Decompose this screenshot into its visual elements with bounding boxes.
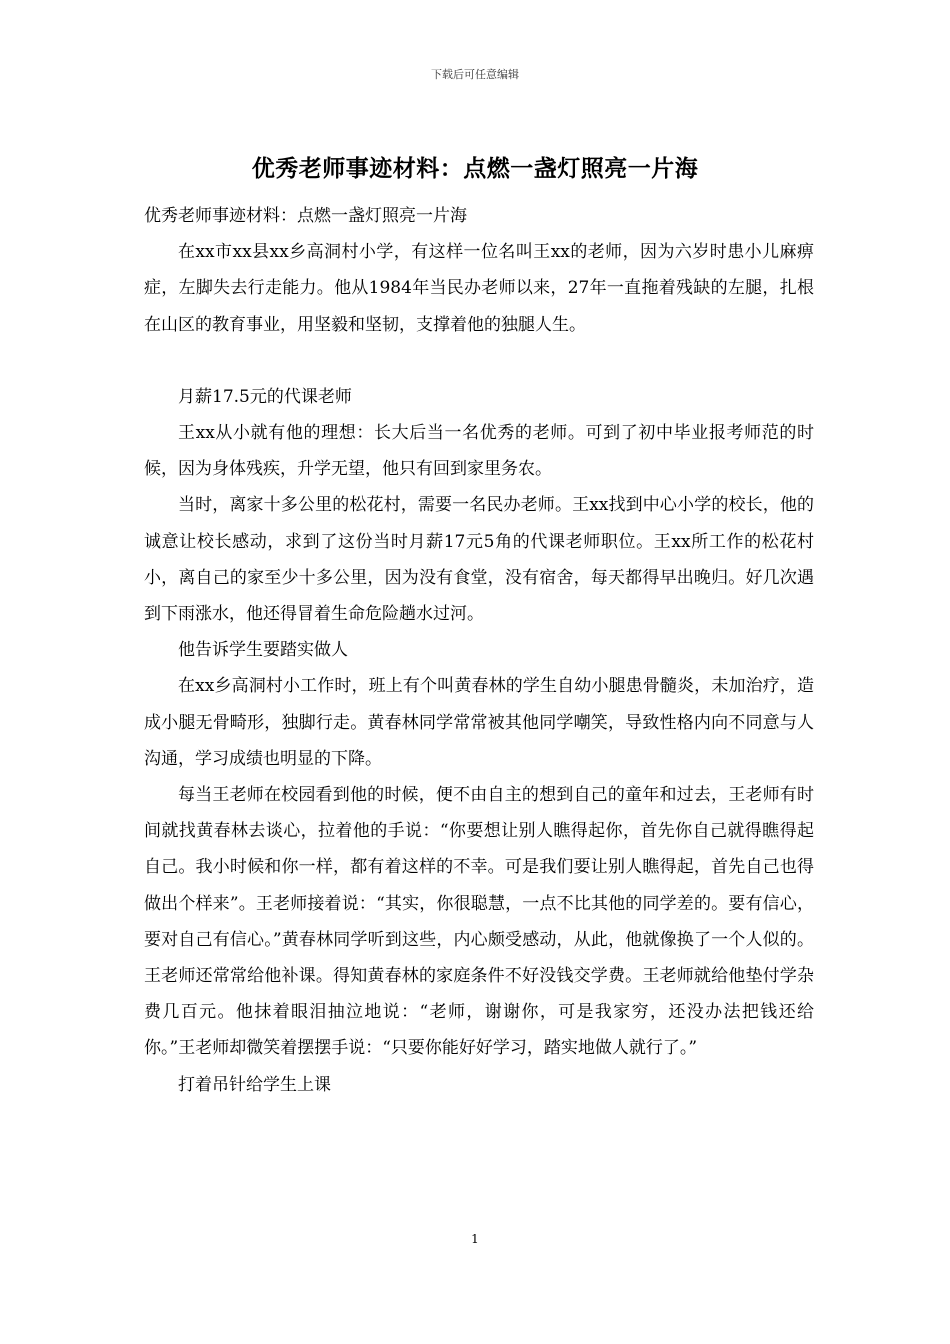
section-heading-honest: 他告诉学生要踏实做人 <box>178 640 348 661</box>
document-body <box>144 198 814 1103</box>
section-heading-iv-drip: 打着吊针给学生上课 <box>178 1074 331 1095</box>
paragraph-songhua-village: 当时，离家十多公里的松花村，需要一名民办老师。王xx找到中心小学的校长，他的诚意让校长感动，求到了这份当时月薪17元5角的代课老师职位。王xx所工作的松花村小，离自己的家至少十多公里，因为没有食堂，没有宿舍，每天都得早出晚归。好几次遇到下雨涨水，他还得冒着生命危险趟水过河。 <box>144 495 814 625</box>
paragraph-dream: 王xx从小就有他的理想：长大后当一名优秀的老师。可到了初中毕业报考师范的时候，因为身体残疾，升学无望，他只有回到家里务农。 <box>144 423 814 480</box>
paragraph-encouragement: 每当王老师在校园看到他的时候，便不由自主的想到自己的童年和过去，王老师有时间就找黄春林去谈心，拉着他的手说：“你要想让别人瞧得起你，首先你自己就得瞧得起自己。我小时候和你一样，都有着这样的不幸。可是我们要让别人瞧得起，首先自己也得做出个样来”。王老师接着说：“其实，你很聪慧，一点不比其他的同学差的。要有信心，要对自己有信心。”黄春林同学听到这些，内心颇受感动，从此，他就像换了一个人似的。王老师还常常给他补课。得知黄春林的家庭条件不好没钱交学费。王老师就给他垫付学杂费几百元。他抹着眼泪抽泣地说：“老师，谢谢你，可是我家穷，还没办法把钱还给你。”王老师却微笑着摆摆手说：“只要你能好好学习，踏实地做人就行了。” <box>144 785 814 1059</box>
section-heading-salary: 月薪17.5元的代课老师 <box>178 386 352 407</box>
page-number: 1 <box>471 1232 479 1246</box>
document-title: 优秀老师事迹材料：点燃一盏灯照亮一片海 <box>251 155 699 182</box>
subtitle-line: 优秀老师事迹材料：点燃一盏灯照亮一片海 <box>144 206 467 226</box>
paragraph-student: 在xx乡高洞村小工作时，班上有个叫黄春林的学生自幼小腿患骨髓炎，未加治疗，造成小腿无骨畸形，独脚行走。黄春林同学常常被其他同学嘲笑，导致性格内向不同意与人沟通，学习成绩也明显的下降。 <box>144 676 814 769</box>
header-note: 下载后可任意编辑 <box>431 68 519 81</box>
intro-paragraph: 在xx市xx县xx乡高洞村小学，有这样一位名叫王xx的老师，因为六岁时患小儿麻痹症，左脚失去行走能力。他从1984年当民办老师以来，27年一直拖着残缺的左腿，扎根在山区的教育事业，用坚毅和坚韧，支撑着他的独腿人生。 <box>144 242 814 335</box>
